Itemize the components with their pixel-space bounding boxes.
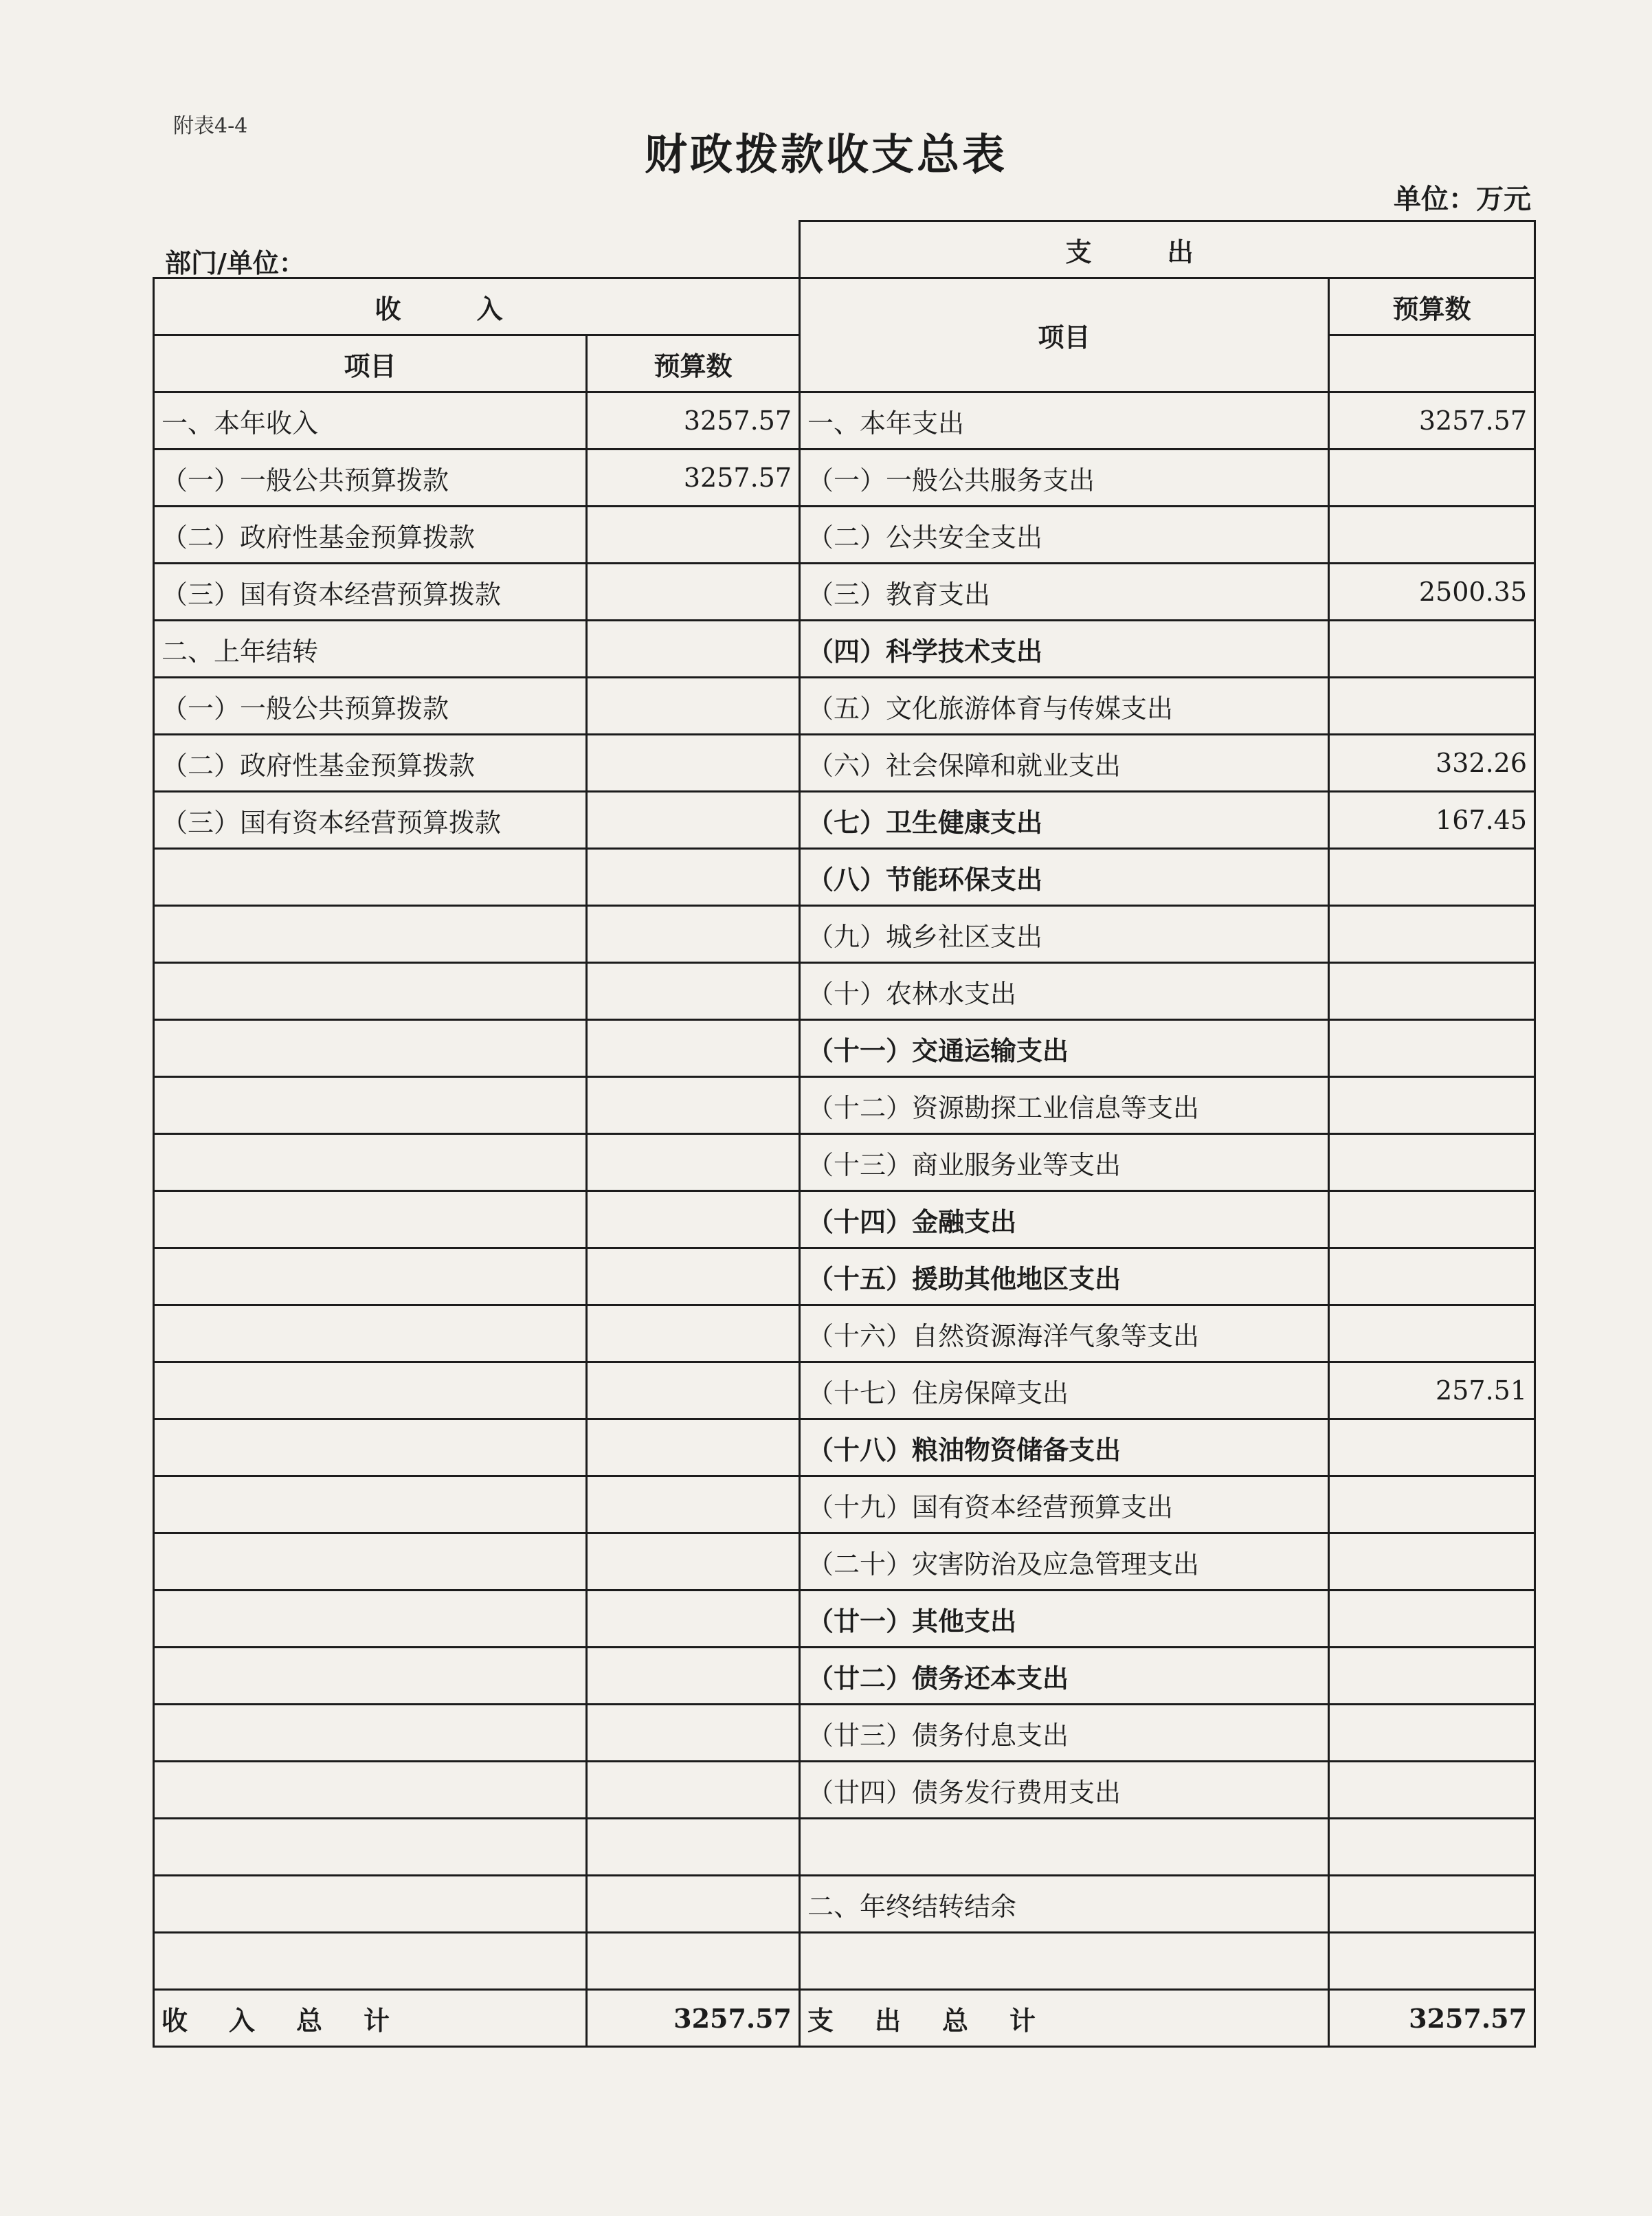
expense-item <box>800 1819 1329 1876</box>
income-empty-cell <box>154 1077 587 1134</box>
income-budget-value: 3257.57 <box>587 450 800 507</box>
income-empty-cell <box>587 1705 800 1762</box>
expense-item: 二、年终结转结余 <box>800 1876 1329 1933</box>
table-row <box>154 1248 1535 1305</box>
income-empty-cell <box>154 1819 587 1876</box>
expense-section-header: 支出 <box>800 221 1535 278</box>
income-col-item-header: 项目 <box>154 335 587 392</box>
expense-item: （六）社会保障和就业支出 <box>800 735 1329 792</box>
expense-item <box>800 1933 1329 1990</box>
expense-total-label: 支出总计 <box>800 1990 1329 2047</box>
income-empty-cell <box>154 1933 587 1990</box>
income-empty-cell <box>154 1762 587 1819</box>
expense-budget-value <box>1329 1876 1535 1933</box>
expense-item: （十六）自然资源海洋气象等支出 <box>800 1305 1329 1362</box>
income-empty-cell <box>154 1362 587 1419</box>
income-empty-cell <box>587 1476 800 1533</box>
table-row <box>154 1362 1535 1419</box>
income-empty-cell <box>587 1533 800 1591</box>
table-row <box>154 1933 1535 1990</box>
table-row <box>154 1705 1535 1762</box>
budget-table-body <box>154 221 1535 2047</box>
income-item: 二、上年结转 <box>154 621 587 678</box>
appendix-label: 附表4-4 <box>173 114 248 138</box>
table-row <box>154 735 1535 792</box>
income-empty-cell <box>154 1648 587 1705</box>
table-row <box>154 507 1535 564</box>
income-section-header: 收入 <box>154 278 800 335</box>
expense-budget-value <box>1329 1591 1535 1648</box>
table-row <box>154 1876 1535 1933</box>
expense-budget-value <box>1329 621 1535 678</box>
income-empty-cell <box>587 963 800 1020</box>
expense-budget-value <box>1329 1077 1535 1134</box>
income-empty-cell <box>154 849 587 906</box>
expense-item: （五）文化旅游体育与传媒支出 <box>800 678 1329 735</box>
income-budget-value <box>587 507 800 564</box>
expense-budget-value <box>1329 1933 1535 1990</box>
table-row <box>154 1762 1535 1819</box>
expense-budget-value <box>1329 450 1535 507</box>
income-col-budget-header: 预算数 <box>587 335 800 392</box>
expense-item: （廿三）债务付息支出 <box>800 1705 1329 1762</box>
income-empty-cell <box>154 1476 587 1533</box>
income-item: （三）国有资本经营预算拨款 <box>154 564 587 621</box>
table-row <box>154 392 1535 450</box>
income-empty-cell <box>154 963 587 1020</box>
income-empty-cell <box>154 1705 587 1762</box>
table-row <box>154 1591 1535 1648</box>
expense-item: （廿一）其他支出 <box>800 1591 1329 1648</box>
expense-item: （十二）资源勘探工业信息等支出 <box>800 1077 1329 1134</box>
expense-item: （三）教育支出 <box>800 564 1329 621</box>
expense-budget-value <box>1329 1191 1535 1248</box>
expense-budget-value <box>1329 1705 1535 1762</box>
expense-item: （十八）粮油物资储备支出 <box>800 1419 1329 1476</box>
income-item: 一、本年收入 <box>154 392 587 450</box>
income-empty-cell <box>154 1876 587 1933</box>
expense-col-item-header: 项目 <box>800 278 1329 392</box>
expense-budget-value <box>1329 1020 1535 1077</box>
table-row <box>154 1476 1535 1533</box>
expense-budget-value <box>1329 1533 1535 1591</box>
table-row <box>154 621 1535 678</box>
income-empty-cell <box>154 1533 587 1591</box>
income-total-value: 3257.57 <box>587 1990 800 2047</box>
income-total-label: 收入总计 <box>154 1990 587 2047</box>
income-budget-value <box>587 735 800 792</box>
income-empty-cell <box>587 1020 800 1077</box>
income-empty-cell <box>587 1876 800 1933</box>
expense-total-value: 3257.57 <box>1329 1990 1535 2047</box>
income-empty-cell <box>587 1648 800 1705</box>
table-row <box>154 1020 1535 1077</box>
table-row <box>154 963 1535 1020</box>
income-header-row <box>154 278 1535 335</box>
unit-label: 单位：万元 <box>1394 183 1531 215</box>
expense-item: （十一）交通运输支出 <box>800 1020 1329 1077</box>
income-empty-cell <box>587 1305 800 1362</box>
expense-budget-value <box>1329 849 1535 906</box>
department-label: 部门/单位： <box>165 247 305 278</box>
income-item: （二）政府性基金预算拨款 <box>154 735 587 792</box>
income-empty-cell <box>154 906 587 963</box>
expense-item: （十九）国有资本经营预算支出 <box>800 1476 1329 1533</box>
expense-budget-value <box>1329 678 1535 735</box>
expense-budget-value <box>1329 1305 1535 1362</box>
expense-item: （八）节能环保支出 <box>800 849 1329 906</box>
income-item: （一）一般公共预算拨款 <box>154 450 587 507</box>
income-empty-cell <box>154 1191 587 1248</box>
table-row <box>154 450 1535 507</box>
expense-budget-value: 167.45 <box>1329 792 1535 849</box>
income-budget-value <box>587 564 800 621</box>
expense-item: （九）城乡社区支出 <box>800 906 1329 963</box>
expense-item: （四）科学技术支出 <box>800 621 1329 678</box>
income-empty-cell <box>587 1191 800 1248</box>
expense-item: （十）农林水支出 <box>800 963 1329 1020</box>
income-empty-cell <box>154 1134 587 1191</box>
table-row <box>154 792 1535 849</box>
expense-budget-value <box>1329 1762 1535 1819</box>
income-empty-cell <box>587 1248 800 1305</box>
income-empty-cell <box>154 1591 587 1648</box>
expense-item: （一）一般公共服务支出 <box>800 450 1329 507</box>
expense-budget-value <box>1329 963 1535 1020</box>
income-empty-cell <box>587 1933 800 1990</box>
income-empty-cell <box>587 849 800 906</box>
expense-item: （十三）商业服务业等支出 <box>800 1134 1329 1191</box>
table-row <box>154 1533 1535 1591</box>
income-empty-cell <box>154 1248 587 1305</box>
page-title: 财政拨款收支总表 <box>644 129 1007 179</box>
income-empty-cell <box>587 1077 800 1134</box>
table-row <box>154 1191 1535 1248</box>
expense-budget-value: 332.26 <box>1329 735 1535 792</box>
expense-item: 一、本年支出 <box>800 392 1329 450</box>
income-empty-cell <box>154 1020 587 1077</box>
expense-item: （七）卫生健康支出 <box>800 792 1329 849</box>
table-row <box>154 1134 1535 1191</box>
expense-budget-value: 3257.57 <box>1329 392 1535 450</box>
income-empty-cell <box>587 1819 800 1876</box>
income-empty-cell <box>587 1362 800 1419</box>
table-row <box>154 678 1535 735</box>
expense-budget-value <box>1329 906 1535 963</box>
expense-col-budget-header: 预算数 <box>1329 278 1535 335</box>
expense-budget-value: 2500.35 <box>1329 564 1535 621</box>
income-item: （二）政府性基金预算拨款 <box>154 507 587 564</box>
expense-item: （二十）灾害防治及应急管理支出 <box>800 1533 1329 1591</box>
expense-item: （十四）金融支出 <box>800 1191 1329 1248</box>
income-budget-value <box>587 792 800 849</box>
expense-budget-value: 257.51 <box>1329 1362 1535 1419</box>
expense-budget-value <box>1329 1648 1535 1705</box>
income-empty-cell <box>154 1305 587 1362</box>
budget-summary-table <box>153 220 1536 2048</box>
table-row <box>154 1305 1535 1362</box>
expense-budget-value <box>1329 1419 1535 1476</box>
income-budget-value: 3257.57 <box>587 392 800 450</box>
expense-budget-value <box>1329 1134 1535 1191</box>
income-empty-cell <box>587 1419 800 1476</box>
expense-item: （十七）住房保障支出 <box>800 1362 1329 1419</box>
table-row <box>154 564 1535 621</box>
expense-budget-value <box>1329 1819 1535 1876</box>
table-row <box>154 1077 1535 1134</box>
income-empty-cell <box>587 1134 800 1191</box>
expense-item: （廿四）债务发行费用支出 <box>800 1762 1329 1819</box>
income-budget-value <box>587 621 800 678</box>
expense-item: （十五）援助其他地区支出 <box>800 1248 1329 1305</box>
income-empty-cell <box>587 1591 800 1648</box>
table-row <box>154 1648 1535 1705</box>
expense-budget-value <box>1329 1476 1535 1533</box>
expense-item: （廿二）债务还本支出 <box>800 1648 1329 1705</box>
table-row <box>154 906 1535 963</box>
table-row <box>154 1419 1535 1476</box>
income-item: （一）一般公共预算拨款 <box>154 678 587 735</box>
section-header-row <box>154 221 1535 278</box>
expense-budget-value <box>1329 1248 1535 1305</box>
income-budget-value <box>587 678 800 735</box>
expense-budget-value <box>1329 507 1535 564</box>
income-empty-cell <box>154 1419 587 1476</box>
income-empty-cell <box>587 906 800 963</box>
income-empty-cell <box>587 1762 800 1819</box>
income-item: （三）国有资本经营预算拨款 <box>154 792 587 849</box>
table-row <box>154 1819 1535 1876</box>
expense-item: （二）公共安全支出 <box>800 507 1329 564</box>
table-row <box>154 849 1535 906</box>
total-row <box>154 1990 1535 2047</box>
